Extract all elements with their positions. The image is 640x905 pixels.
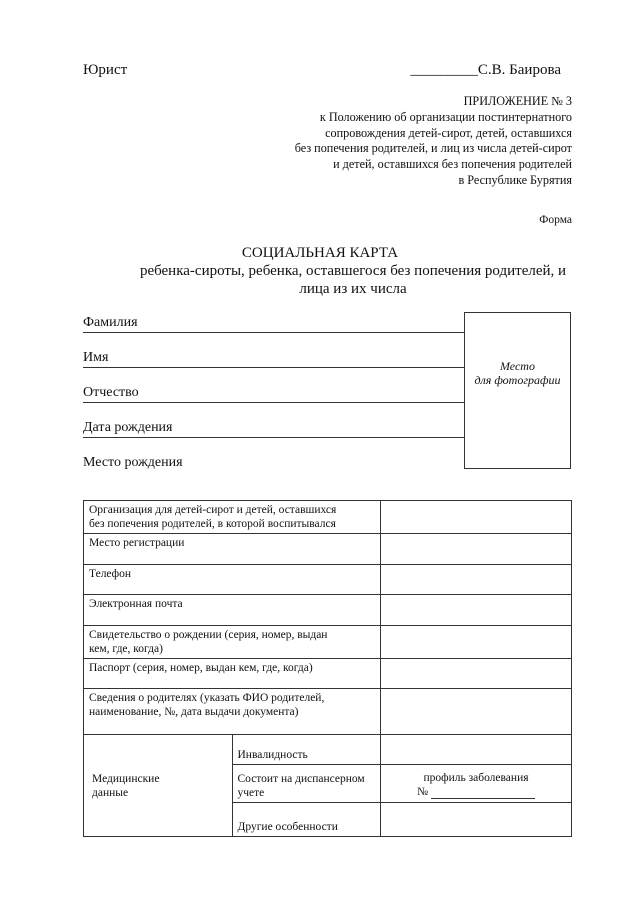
table-row <box>84 595 572 626</box>
patronymic-field[interactable] <box>83 382 464 403</box>
phone-label: Телефон <box>84 565 381 595</box>
disease-profile-label: профиль заболевания <box>423 772 529 784</box>
passport-value[interactable] <box>381 659 572 689</box>
birth-date-field[interactable] <box>83 417 464 438</box>
table-row <box>84 534 572 565</box>
other-features-label: Другие особенности <box>232 803 381 837</box>
document-subtitle <box>108 262 598 298</box>
birth-certificate-value[interactable] <box>381 626 572 659</box>
photo-placeholder <box>464 312 571 469</box>
patronymic-label: Отчество <box>83 385 139 400</box>
registration-label: Место регистрации <box>84 534 381 565</box>
name-field[interactable] <box>83 347 464 368</box>
table-row <box>84 735 572 765</box>
appendix-line: и детей, оставшихся без попечения родителей <box>333 157 572 172</box>
photo-label-line: Место <box>499 358 535 373</box>
form-label: Форма <box>539 214 572 226</box>
document-title: СОЦИАЛЬНАЯ КАРТА <box>241 245 399 261</box>
parents-label-line: наименование, №, дата выдачи документа) <box>89 706 299 718</box>
medical-data-label <box>84 735 233 837</box>
subtitle-line: ребенка-сироты, ребенка, оставшегося без попечения родителей, и <box>139 263 567 279</box>
number-sign: № <box>417 786 429 798</box>
parents-value[interactable] <box>381 689 572 735</box>
table-row <box>84 565 572 595</box>
birth-certificate-label-line: кем, где, когда) <box>89 643 163 655</box>
passport-label: Паспорт (серия, номер, выдан кем, где, когда) <box>84 659 381 689</box>
signer-role: Юрист <box>83 62 128 78</box>
birth-certificate-label <box>84 626 381 659</box>
parents-label <box>84 689 381 735</box>
disease-profile-value[interactable] <box>381 765 572 803</box>
number-blank-line[interactable] <box>431 787 535 799</box>
phone-value[interactable] <box>381 565 572 595</box>
medical-label-line: Медицинские <box>92 772 160 785</box>
subtitle-line: лица из их числа <box>299 281 407 297</box>
appendix-line: в Республике Бурятия <box>458 172 572 187</box>
organization-label <box>84 501 381 534</box>
appendix-number: ПРИЛОЖЕНИЕ № 3 <box>463 94 572 108</box>
table-row <box>84 689 572 735</box>
registration-value[interactable] <box>381 534 572 565</box>
appendix-block <box>252 94 572 189</box>
photo-label-line: для фотографии <box>474 372 561 387</box>
email-label: Электронная почта <box>84 595 381 626</box>
disability-label: Инвалидность <box>232 735 381 765</box>
table-row <box>84 501 572 534</box>
organization-label-line: без попечения родителей, в которой воспитывался <box>89 518 336 530</box>
dispensary-label <box>232 765 381 803</box>
table-row <box>84 626 572 659</box>
parents-label-line: Сведения о родителях (указать ФИО родителей, <box>89 692 325 704</box>
birth-date-label: Дата рождения <box>83 420 173 435</box>
organization-label-line: Организация для детей-сирот и детей, оставшихся <box>89 504 337 516</box>
surname-field[interactable] <box>83 312 464 333</box>
email-value[interactable] <box>381 595 572 626</box>
organization-value[interactable] <box>381 501 572 534</box>
disability-value[interactable] <box>381 735 572 765</box>
appendix-line: к Положению об организации постинтернатного <box>319 109 572 124</box>
birth-certificate-label-line: Свидетельство о рождении (серия, номер, выдан <box>89 629 328 641</box>
dispensary-label-line: Состоит на диспансерном <box>237 773 365 785</box>
birth-place-field[interactable] <box>83 452 464 472</box>
name-label: Имя <box>83 350 109 365</box>
signer-signature: _________С.В. Баирова <box>410 62 561 78</box>
table-row <box>84 659 572 689</box>
appendix-line: сопровождения детей-сирот, детей, оставшихся <box>325 125 572 140</box>
appendix-line: без попечения родителей, и лиц из числа детей-сирот <box>294 141 572 156</box>
birth-place-label: Место рождения <box>83 455 183 470</box>
info-table <box>83 500 572 837</box>
disease-number <box>386 785 566 799</box>
signature-row <box>83 62 561 82</box>
medical-label-line: данные <box>92 786 129 799</box>
dispensary-label-line: учете <box>237 787 265 799</box>
other-features-value[interactable] <box>381 803 572 837</box>
surname-label: Фамилия <box>83 315 138 330</box>
